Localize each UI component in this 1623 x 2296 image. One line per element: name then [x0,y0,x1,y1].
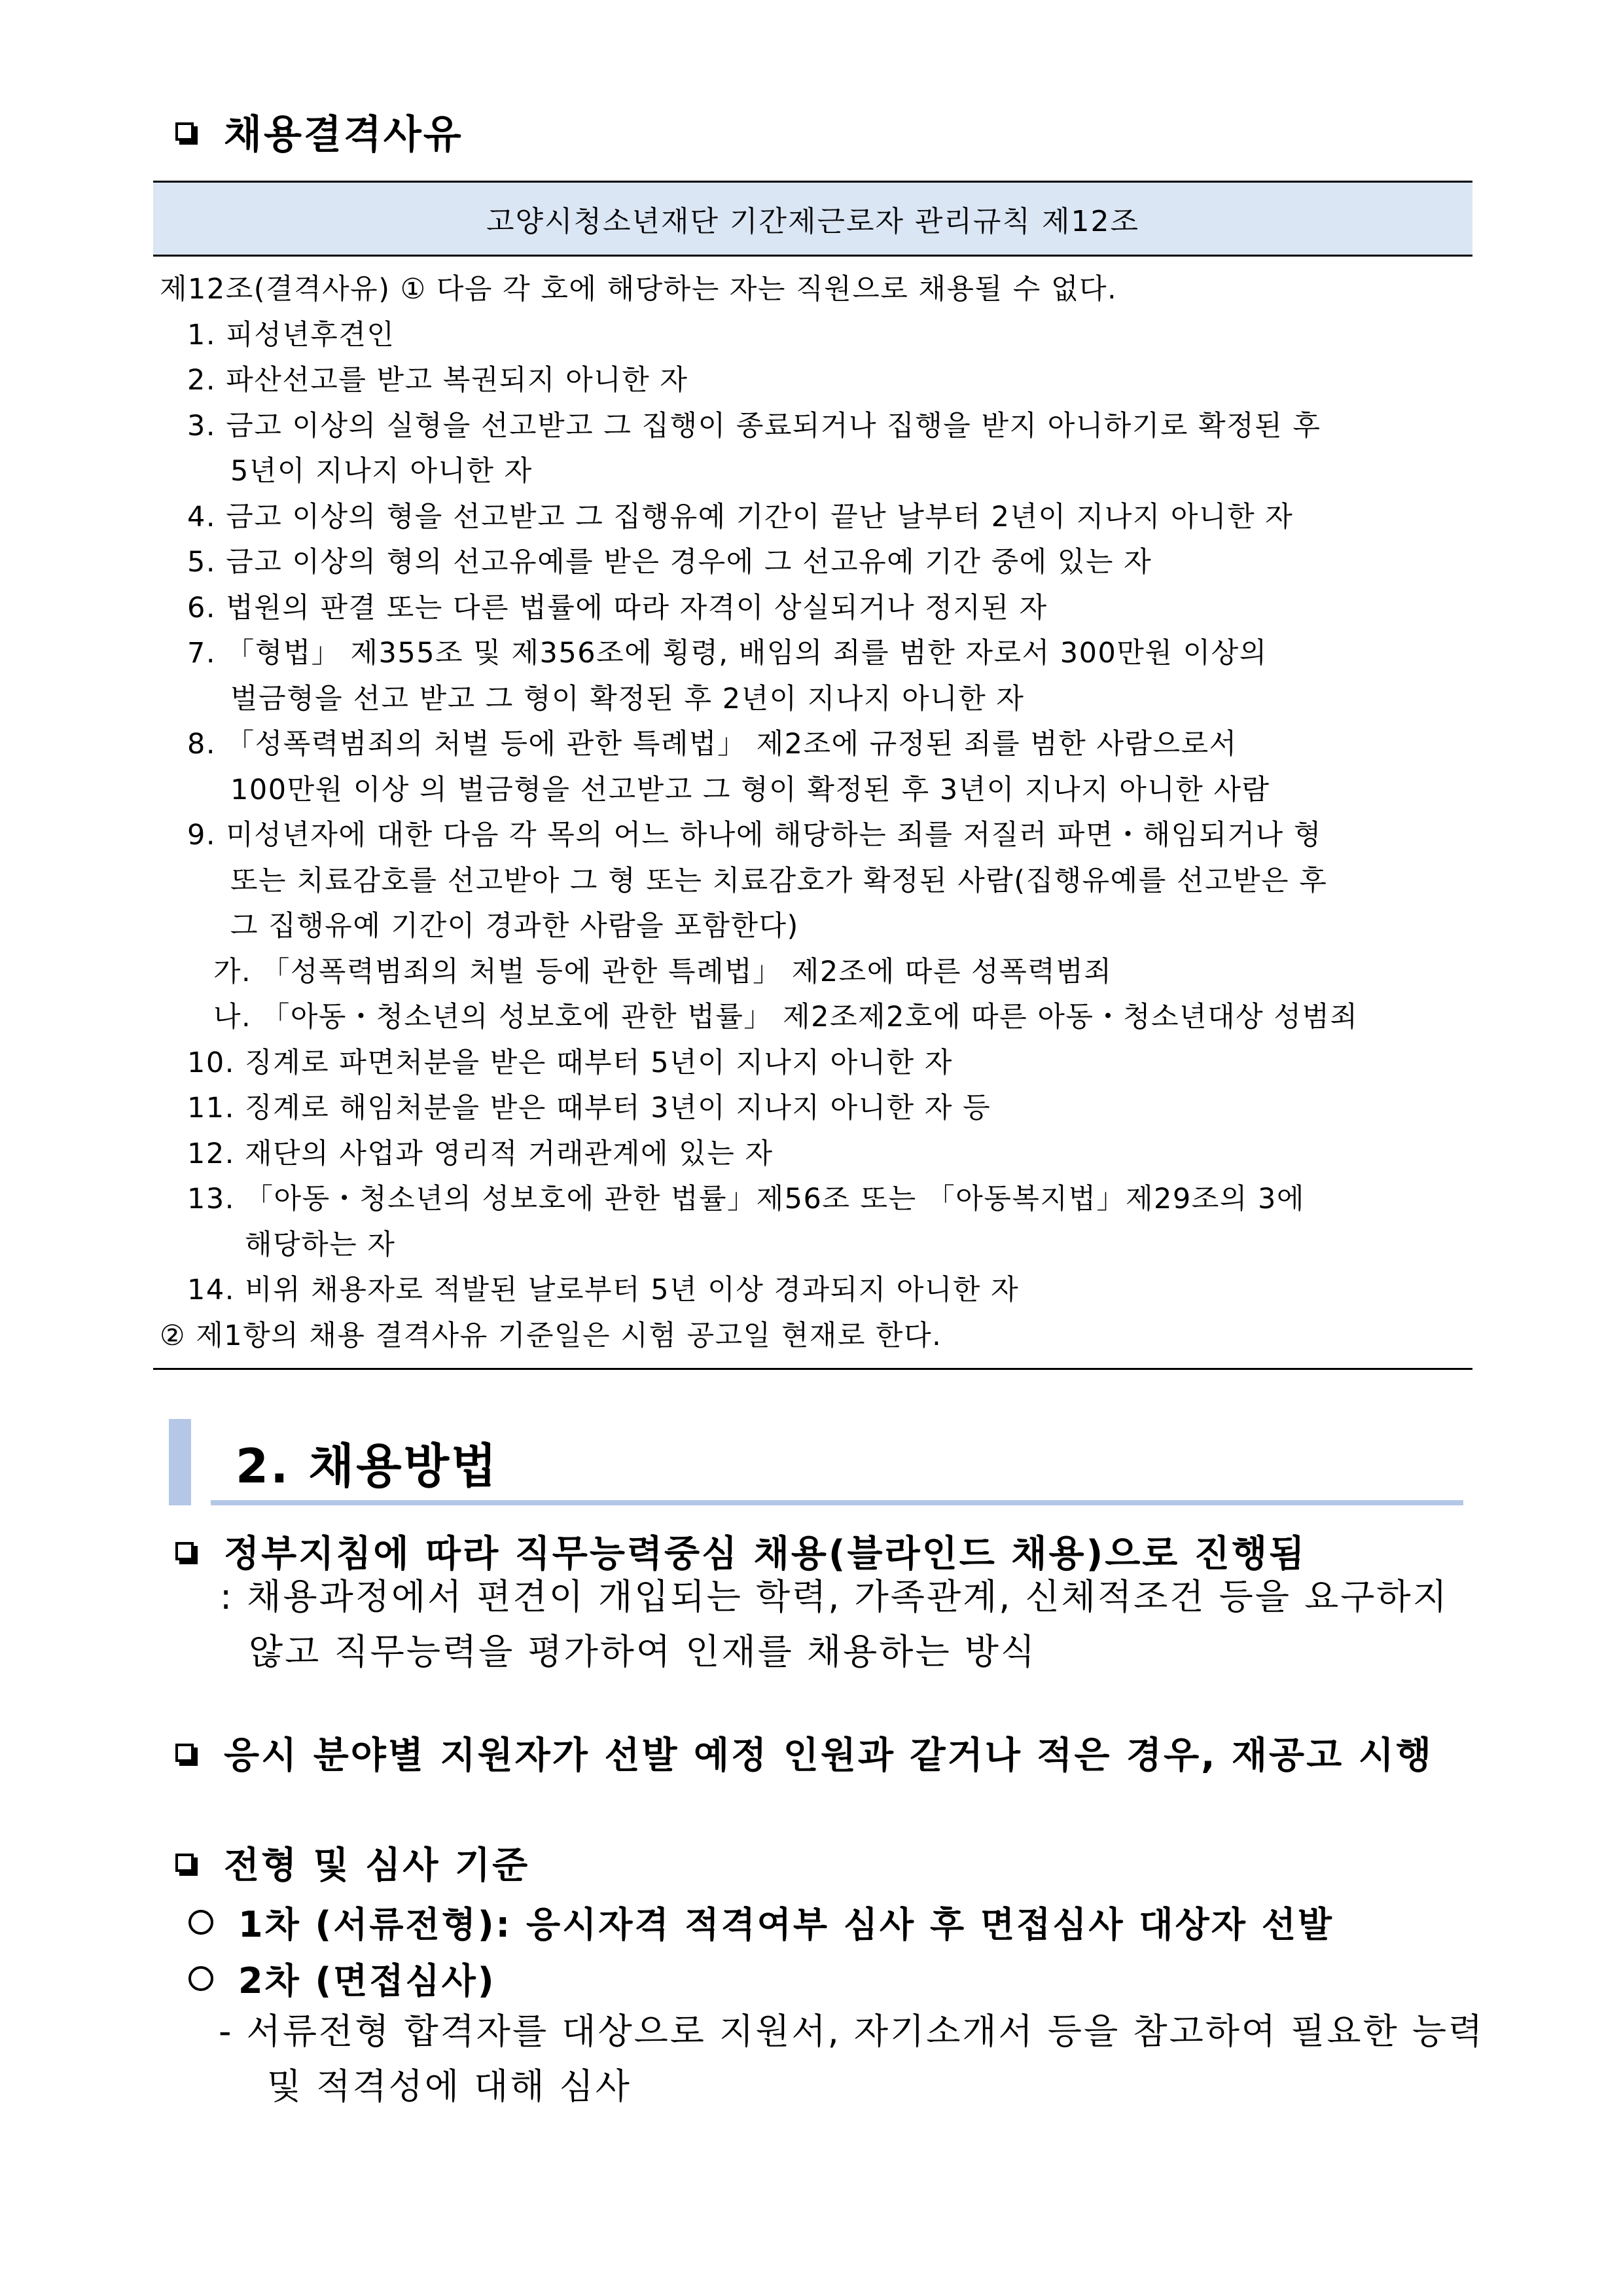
regulation-item: 11. 징계로 해임처분을 받은 때부터 3년이 지나지 아니한 자 등 [187,1092,991,1124]
regulation-item: 4. 금고 이상의 형을 선고받고 그 집행유예 기간이 끝난 날부터 2년이 지나지 아니한 자 [187,500,1294,533]
circle-bullet-icon [188,1910,213,1935]
description-line: : 채용과정에서 편견이 개입되는 학력, 가족관계, 신체적조건 등을 요구하지 [220,1576,1449,1617]
section-2-header [169,1419,1463,1505]
step-2-description [219,2004,1484,2114]
heading-text: 응시 분야별 지원자가 선발 예정 인원과 같거나 적은 경우, 재공고 시행 [224,1734,1433,1777]
regulation-box [153,181,1472,1370]
description-line: 않고 직무능력을 평가하여 인재를 채용하는 방식 [249,1631,1037,1672]
regulation-item: 10. 징계로 파면처분을 받은 때부터 5년이 지나지 아니한 자 [187,1046,953,1079]
regulation-item: 7. 「형법」 제355조 및 제356조에 횡령, 배임의 죄를 범한 자로서 300만원 이상의 [187,637,1268,670]
disqualification-heading [175,103,463,160]
regulation-item: 2. 파산선고를 받고 복권되지 아니한 자 [187,364,688,397]
heading-text: 정부지침에 따라 직무능력중심 채용(블라인드 채용)으로 진행됨 [224,1533,1307,1575]
section-accent-bar [169,1419,191,1505]
regulation-item: 14. 비위 채용자로 적발된 날로부터 5년 이상 경과되지 아니한 자 [187,1274,1020,1306]
regulation-paragraph-2: ② 제1항의 채용 결격사유 기준일은 시험 공고일 현재로 한다. [160,1319,942,1352]
regulation-item-continued: 5년이 지나지 아니한 자 [230,455,533,488]
regulation-item-continued: 해당하는 자 [245,1228,396,1261]
regulation-item: 6. 법원의 판결 또는 다른 법률에 따라 자격이 상실되거나 정지된 자 [187,591,1048,624]
blind-hiring-description [220,1570,1449,1679]
square-bullet-icon [175,1542,194,1560]
regulation-item: 12. 재단의 사업과 영리적 거래관계에 있는 자 [187,1137,774,1170]
screening-criteria-heading [175,1837,529,1889]
regulation-item: 9. 미성년자에 대한 다음 각 목의 어느 하나에 해당하는 죄를 저질러 파면・해임되거나 형 [187,819,1322,852]
square-bullet-icon [175,1854,194,1872]
regulation-item: 13. 「아동・청소년의 성보호에 관한 법률」제56조 또는 「아동복지법」제29조의 3에 [187,1183,1305,1215]
description-line: 및 적격성에 대해 심사 [267,2066,632,2107]
regulation-body [153,257,1472,1370]
regulation-item: 1. 피성년후견인 [187,318,395,351]
heading-text: 채용결격사유 [224,112,463,158]
regulation-intro: 제12조(결격사유) ① 다음 각 호에 해당하는 자는 직원으로 채용될 수 없다. [160,273,1118,306]
regulation-item: 3. 금고 이상의 실형을 선고받고 그 집행이 종료되거나 집행을 받지 아니하기로 확정된 후 [187,409,1321,442]
heading-text: 전형 및 심사 기준 [224,1844,530,1887]
regulation-subitem: 나. 「아동・청소년의 성보호에 관한 법률」 제2조제2호에 따른 아동・청소년대상 성범죄 [213,1001,1359,1033]
step-1 [188,1897,1334,1947]
re-announcement-heading [175,1727,1433,1779]
section-title: 2. 채용방법 [236,1439,499,1494]
regulation-item: 8. 「성폭력범죄의 처벌 등에 관한 특례법」 제2조에 규정된 죄를 범한 사람으로서 [187,728,1238,761]
regulation-item-continued: 100만원 이상 의 벌금형을 선고받고 그 형이 확정된 후 3년이 지나지 아니한 사람 [230,773,1270,806]
regulation-subitem: 가. 「성폭력범죄의 처벌 등에 관한 특례법」 제2조에 따른 성폭력범죄 [213,955,1113,988]
regulation-item-continued: 그 집행유예 기간이 경과한 사람을 포함한다) [230,910,799,942]
description-line: - 서류전형 합격자를 대상으로 지원서, 자기소개서 등을 참고하여 필요한 능력 [219,2011,1485,2052]
circle-bullet-icon [188,1966,213,1991]
regulation-header: 고양시청소년재단 기간제근로자 관리규칙 제12조 [153,181,1472,257]
square-bullet-icon [175,122,194,141]
step-2 [188,1953,496,2003]
regulation-item-continued: 벌금형을 선고 받고 그 형이 확정된 후 2년이 지나지 아니한 자 [230,682,1025,715]
square-bullet-icon [175,1744,194,1762]
regulation-item-continued: 또는 치료감호를 선고받아 그 형 또는 치료감호가 확정된 사람(집행유예를 선고받은 후 [230,864,1328,897]
regulation-item: 5. 금고 이상의 형의 선고유예를 받은 경우에 그 선고유예 기간 중에 있는 자 [187,546,1152,579]
step-text: 2차 (면접심사) [238,1960,496,2001]
step-text: 1차 (서류전형): 응시자격 적격여부 심사 후 면접심사 대상자 선발 [238,1904,1334,1945]
section-underline [211,1500,1463,1505]
